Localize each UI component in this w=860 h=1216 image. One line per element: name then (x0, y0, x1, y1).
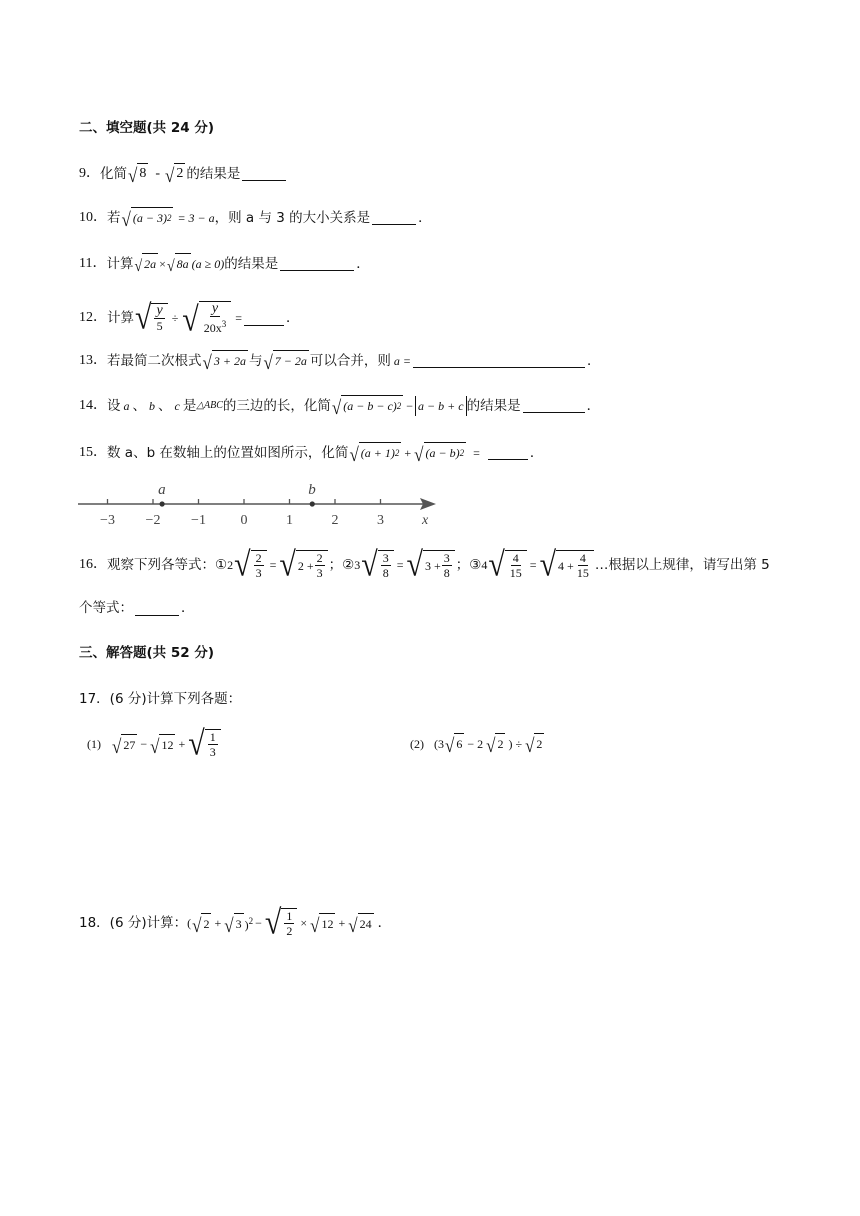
equals-sign: = (235, 311, 243, 325)
part-label: (2) (410, 736, 424, 751)
period: ． (181, 600, 195, 616)
answer-blank[interactable] (488, 445, 528, 460)
separator: 、 (132, 397, 146, 414)
sqrt-expression: √ 3 + $\frac{3}{8}$ (406, 550, 454, 580)
coefficient: 4 (481, 558, 488, 572)
separator: 、 (158, 397, 172, 414)
sqrt-fraction: √ $\frac{1}{3}$ (188, 729, 220, 759)
triangle-label: △ABC (196, 399, 223, 411)
tick-label: 3 (377, 513, 384, 528)
question-17-part-1 (87, 726, 222, 762)
equals-sign: = (473, 445, 480, 460)
variable: c (174, 398, 180, 413)
equation: = 3 − a (177, 210, 215, 225)
sqrt-fraction: √ $\frac{y}{5}$ (135, 303, 168, 333)
question-15 (79, 442, 544, 466)
question-16: 16． 观察下列各等式： ① 2 √ $\frac{2}{3}$ = √ 2 + $\frac{2}{3}$ ； ② 3 √ $\frac{3}{8}$ = √ 3 + $\frac{3}{8}$ ； ③ 4 √ $\frac{4}{15}$ = √ 4 + $\frac{4}{15}$ …根据以上规律，请写出第 5 (79, 545, 770, 584)
sqrt-expression: √ 24 (348, 914, 372, 937)
answer-blank[interactable] (244, 311, 284, 326)
question-text: 数 a、b 在数轴上的位置如图所示，化简 (107, 444, 349, 461)
question-text: 17．(6 分)计算下列各题： (79, 691, 242, 707)
answer-blank[interactable] (135, 601, 179, 616)
question-17 (79, 689, 241, 709)
expr-part: (3 (434, 736, 444, 751)
section-heading-fill-in (79, 118, 214, 138)
question-12 (79, 298, 300, 339)
period: ． (356, 255, 370, 272)
question-number: 9． (79, 165, 100, 181)
tick-label: 2 (331, 513, 339, 528)
sqrt-expression: √ 7 − 2a (263, 351, 307, 374)
sqrt-expression: √ (a − b − c) 2 (331, 396, 402, 419)
question-text: 是 (182, 397, 197, 414)
sqrt-fraction: √ $\frac{1}{2}$ (265, 908, 297, 938)
plus-sign: + (404, 445, 412, 460)
coefficient: 3 (354, 558, 361, 572)
variable: b (149, 398, 155, 413)
question-9 (79, 163, 288, 187)
question-13 (79, 350, 601, 374)
sqrt-expression: √ (a − 3) 2 (121, 208, 172, 231)
variable: a (123, 398, 130, 413)
question-text: 与 (248, 352, 263, 369)
period: ． (586, 397, 601, 414)
question-11 (79, 253, 370, 274)
question-text: 若最简二次根式 (107, 352, 202, 369)
answer-blank[interactable] (413, 353, 585, 368)
tick-label: 0 (240, 513, 248, 528)
question-text: 的结果是 (224, 255, 279, 272)
answer-blank[interactable] (280, 256, 354, 271)
question-text: 计算 (106, 255, 134, 272)
period: ． (529, 444, 544, 461)
minus-sign: − (406, 398, 414, 413)
answer-blank[interactable] (372, 210, 416, 225)
times-sign: × (159, 256, 166, 271)
tick-label: 1 (286, 513, 293, 528)
question-18 (79, 905, 391, 941)
question-number: 11． (79, 255, 107, 271)
question-text: 的三边的长，化简 (222, 397, 331, 414)
plus-sign: + (178, 737, 186, 751)
sqrt-expression: √ 2 (165, 164, 184, 187)
answer-blank[interactable] (242, 166, 286, 181)
question-text: 18．(6 分)计算： (79, 915, 188, 931)
question-text: 设 (107, 397, 121, 414)
question-number: 16． (79, 557, 107, 572)
plus-sign: + (338, 916, 346, 930)
variable: a = (393, 353, 412, 368)
plus-sign: + (214, 916, 222, 930)
question-text: …根据以上规律，请写出第 5 (594, 557, 770, 573)
question-text: 观察下列各等式： (107, 557, 215, 573)
label-b: b (308, 482, 316, 498)
sqrt-expression: √ 2 + $\frac{2}{3}$ (279, 550, 327, 580)
paren: ( (187, 916, 192, 930)
sqrt-expression: √ 2 (525, 734, 543, 757)
question-text: 的结果是 (466, 397, 521, 414)
sqrt-expression: √ 6 (445, 734, 463, 757)
sqrt-expression: √ 8 (128, 164, 147, 187)
sqrt-expression: √ (a + 1) 2 (349, 443, 400, 466)
sqrt-fraction: √ $\frac{3}{8}$ (361, 550, 393, 580)
sqrt-expression: √ 12 (150, 735, 174, 758)
question-number: 15． (79, 444, 107, 460)
expr-part: ) ÷ (508, 736, 523, 751)
coefficient: 2 (227, 558, 234, 572)
question-16-line-2 (79, 598, 195, 618)
part-label: (1) (87, 737, 101, 751)
minus-sign: − (140, 737, 148, 751)
sqrt-expression: √ 4 + $\frac{4}{15}$ (540, 550, 594, 580)
question-number: 14． (79, 397, 107, 413)
tick-label: −1 (191, 513, 206, 528)
sqrt-expression: √ (a − b) 2 (414, 443, 465, 466)
sqrt-expression: √ 2a (134, 253, 158, 274)
section-title: 三、解答题(共 52 分) (79, 645, 215, 661)
circled-number: ① (215, 557, 228, 573)
tick-label: −3 (100, 513, 115, 528)
period: ． (377, 915, 392, 931)
section-title: 二、填空题(共 24 分) (79, 120, 215, 136)
question-text: 计算 (107, 310, 134, 326)
absolute-value: a − b + c (415, 396, 467, 416)
sqrt-expression: √ 2 (486, 734, 504, 757)
circled-number: ② (342, 557, 355, 573)
sqrt-fraction: √ $\frac{4}{15}$ (488, 550, 526, 580)
paren-squared: )$^2$ (244, 916, 254, 932)
axis-label-x: x (422, 513, 429, 528)
period: ． (286, 310, 300, 326)
answer-blank[interactable] (523, 398, 585, 413)
question-number: 12． (79, 310, 107, 325)
number-line-figure (70, 478, 450, 530)
question-10 (79, 207, 432, 231)
tick-label: −2 (145, 513, 161, 528)
period: ． (587, 352, 601, 369)
circled-number: ③ (469, 557, 482, 573)
semicolon: ； (455, 557, 470, 573)
sqrt-expression: √ 12 (310, 914, 334, 937)
question-text: ，则 a 与 3 的大小关系是 (214, 209, 371, 226)
question-text: 可以合并，则 (309, 352, 391, 369)
times-sign: × (300, 916, 308, 930)
label-a: a (158, 482, 166, 498)
sqrt-fraction: √ $\frac{2}{3}$ (234, 550, 266, 580)
sqrt-fraction: √ $\frac{y}{20x^3}$ (182, 301, 231, 335)
expr-part: − 2 (467, 736, 484, 751)
question-text: 若 (107, 209, 121, 226)
question-text: 个等式： (79, 600, 133, 616)
question-text: 化简 (100, 165, 127, 182)
point-a (160, 501, 165, 506)
question-14 (79, 395, 601, 419)
sqrt-expression: √ 8a (167, 253, 191, 274)
divide-sign: ÷ (171, 311, 179, 325)
question-text: 的结果是 (186, 165, 241, 182)
sqrt-expression: √ 27 (112, 735, 136, 758)
condition: (a ≥ 0) (191, 256, 225, 271)
sqrt-expression: √ 2 (192, 914, 210, 937)
question-17-part-2 (410, 733, 545, 757)
sqrt-expression: √ 3 (224, 914, 242, 937)
period: ． (418, 209, 432, 226)
section-heading-solve (79, 643, 214, 663)
point-b (310, 501, 315, 506)
question-number: 13． (79, 352, 107, 368)
sqrt-expression: √ 3 + 2a (202, 351, 246, 374)
minus-sign: - (155, 165, 161, 181)
minus-sign: − (255, 916, 262, 930)
question-number: 10． (79, 209, 107, 225)
semicolon: ； (328, 557, 343, 573)
